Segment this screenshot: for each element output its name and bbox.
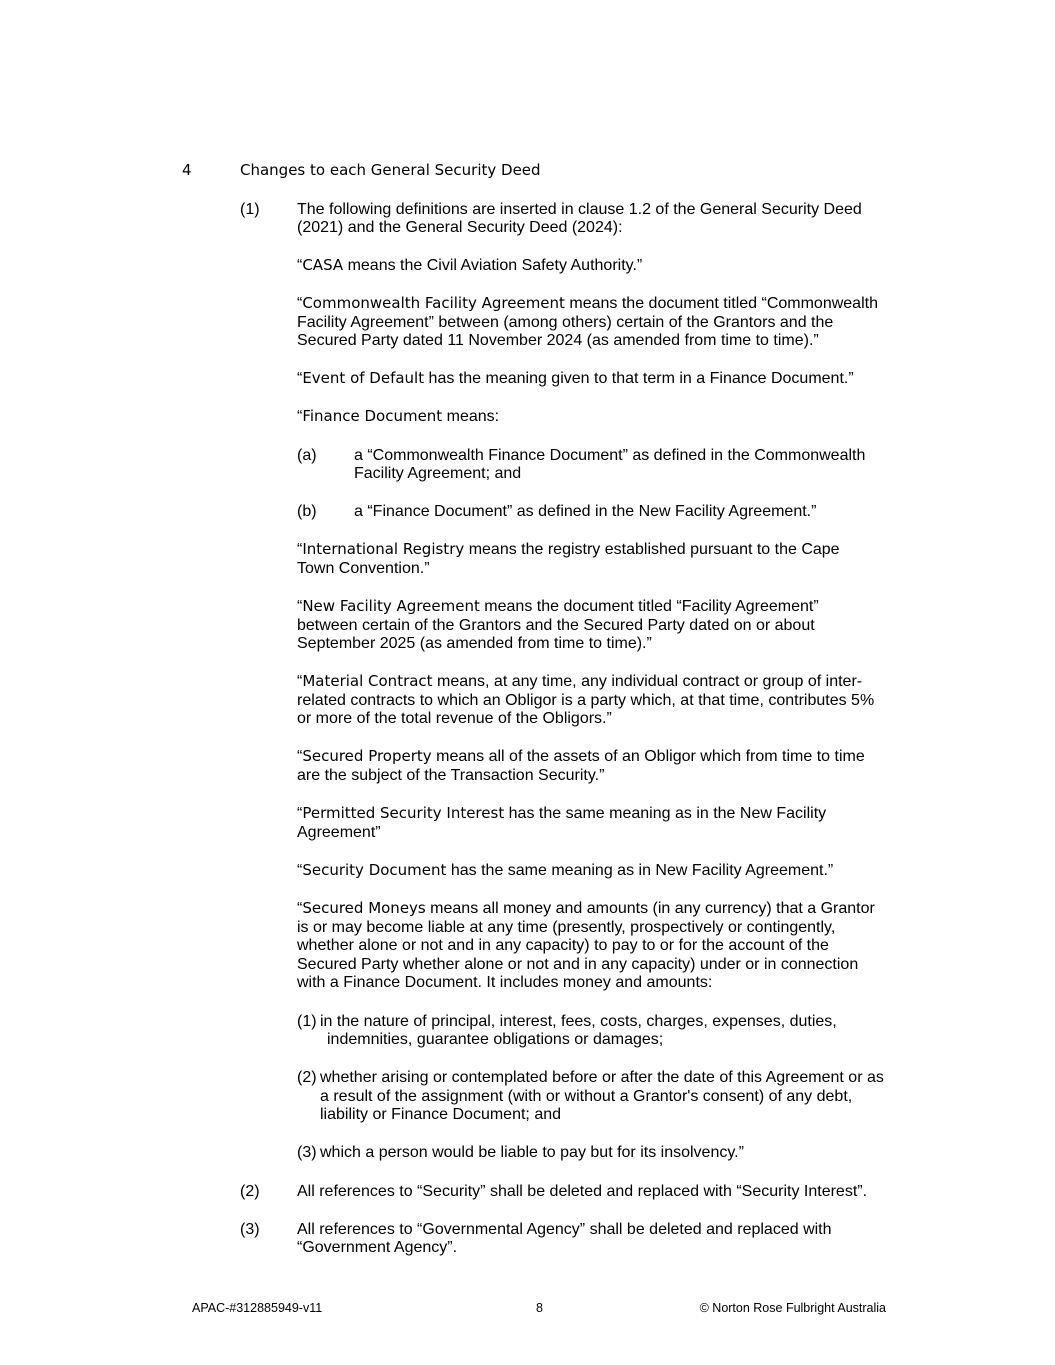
definition-mc-line: or more of the total revenue of the Obligors.” bbox=[297, 710, 612, 727]
clause-1-line: (2021) and the General Security Deed (2024): bbox=[297, 219, 623, 236]
definition-sm-line: Secured Party whether alone or not and in any capacity) under or in connection bbox=[297, 956, 859, 973]
sm-item-label: (2) bbox=[297, 1069, 317, 1086]
term-casa: CASA bbox=[302, 256, 344, 274]
definition-sd: “Security Document has the same meaning as in New Facility Agreement.” bbox=[297, 861, 834, 879]
fd-item-line: a “Finance Document” as defined in the New Facility Agreement.” bbox=[354, 503, 817, 520]
definition-sp: “Secured Property means all of the assets of an Obligor which from time to time bbox=[297, 747, 865, 765]
sm-item-label: (1) bbox=[297, 1013, 317, 1030]
term-ir: International Registry bbox=[302, 540, 465, 558]
fd-item-line: Facility Agreement; and bbox=[354, 465, 522, 482]
sm-item-line: which a person would be liable to pay but for its insolvency.” bbox=[320, 1144, 744, 1161]
definition-fd: “Finance Document means: bbox=[297, 407, 500, 425]
definition-sm-line: whether alone or not and in any capacity) to pay to or for the account of the bbox=[297, 937, 829, 954]
definition-sm-line: with a Finance Document. It includes money and amounts: bbox=[297, 974, 713, 991]
definition-mc-line: related contracts to which an Obligor is a party which, at that time, contributes 5% bbox=[297, 692, 875, 709]
term-nfa: New Facility Agreement bbox=[302, 597, 480, 615]
clause-3-line: “Government Agency”. bbox=[297, 1239, 458, 1256]
fd-item-label: (a) bbox=[297, 447, 317, 464]
clause-3-line: All references to “Governmental Agency” shall be deleted and replaced with bbox=[297, 1221, 832, 1238]
heading-title: Changes to each General Security Deed bbox=[240, 161, 541, 179]
sm-item-line: indemnities, guarantee obligations or damages; bbox=[327, 1031, 664, 1048]
definition-ir-line: Town Convention.” bbox=[297, 560, 430, 577]
definition-casa: “CASA means the Civil Aviation Safety Authority.” bbox=[297, 256, 643, 274]
heading-number: 4 bbox=[182, 161, 192, 179]
sm-item-line: whether arising or contemplated before or after the date of this Agreement or as bbox=[320, 1069, 884, 1086]
definition-eod: “Event of Default has the meaning given to that term in a Finance Document.” bbox=[297, 369, 854, 387]
definition-sp-line: are the subject of the Transaction Security.” bbox=[297, 767, 605, 784]
fd-item-label: (b) bbox=[297, 503, 317, 520]
footer-doc-id: APAC-#312885949-v11 bbox=[192, 1301, 323, 1315]
definition-cfa: “Commonwealth Facility Agreement means the document titled “Commonwealth bbox=[297, 294, 878, 312]
definition-nfa-line: September 2025 (as amended from time to time).” bbox=[297, 635, 652, 652]
term-psi: Permitted Security Interest bbox=[302, 804, 505, 822]
clause-1-number: (1) bbox=[240, 201, 260, 218]
definition-cfa-line: Facility Agreement” between (among others) certain of the Grantors and the bbox=[297, 314, 834, 331]
term-fd: Finance Document bbox=[302, 407, 443, 425]
definition-psi: “Permitted Security Interest has the same meaning as in the New Facility bbox=[297, 804, 827, 822]
fd-item-line: a “Commonwealth Finance Document” as defined in the Commonwealth bbox=[354, 447, 866, 464]
clause-2-text: All references to “Security” shall be deleted and replaced with “Security Interest”. bbox=[297, 1183, 868, 1200]
term-sm: Secured Moneys bbox=[302, 899, 426, 917]
definition-sm-line: is or may become liable at any time (presently, prospectively or contingently, bbox=[297, 919, 836, 936]
footer-page-number: 8 bbox=[536, 1301, 543, 1315]
sm-item-label: (3) bbox=[297, 1144, 317, 1161]
term-mc: Material Contract bbox=[302, 672, 433, 690]
clause-3-number: (3) bbox=[240, 1221, 260, 1238]
definition-ir: “International Registry means the registry established pursuant to the Cape bbox=[297, 540, 840, 558]
definition-nfa: “New Facility Agreement means the document titled “Facility Agreement” bbox=[297, 597, 819, 615]
clause-1-line: The following definitions are inserted in clause 1.2 of the General Security Deed bbox=[297, 201, 862, 218]
definition-nfa-line: between certain of the Grantors and the Secured Party dated on or about bbox=[297, 617, 815, 634]
term-cfa: Commonwealth Facility Agreement bbox=[302, 294, 565, 312]
clause-2-number: (2) bbox=[240, 1183, 260, 1200]
term-sd: Security Document bbox=[302, 861, 447, 879]
definition-mc: “Material Contract means, at any time, any individual contract or group of inter- bbox=[297, 672, 863, 690]
footer-copyright: © Norton Rose Fulbright Australia bbox=[699, 1301, 886, 1315]
term-sp: Secured Property bbox=[302, 747, 432, 765]
sm-item-line: liability or Finance Document; and bbox=[320, 1106, 562, 1123]
sm-item-line: a result of the assignment (with or without a Grantor's consent) of any debt, bbox=[320, 1088, 853, 1105]
definition-cfa-line: Secured Party dated 11 November 2024 (as amended from time to time).” bbox=[297, 332, 819, 349]
sm-item-line: in the nature of principal, interest, fees, costs, charges, expenses, duties, bbox=[320, 1013, 837, 1030]
definition-psi-line: Agreement” bbox=[297, 824, 381, 841]
term-eod: Event of Default bbox=[302, 369, 425, 387]
definition-sm: “Secured Moneys means all money and amounts (in any currency) that a Grantor bbox=[297, 899, 875, 917]
